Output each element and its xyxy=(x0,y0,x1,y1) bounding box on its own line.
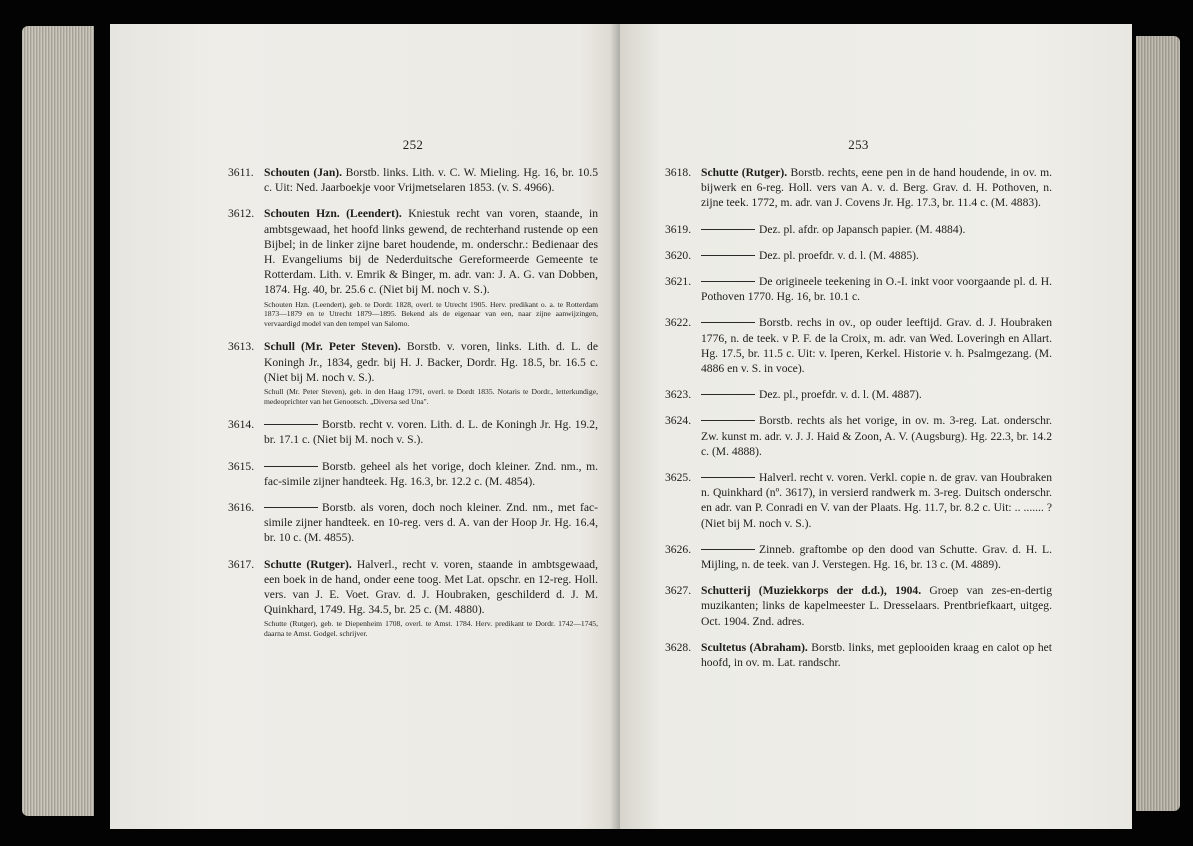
entry-number: 3615. xyxy=(228,459,255,473)
entry-number: 3624. xyxy=(665,414,692,428)
ditto-dash xyxy=(701,322,755,323)
entry-number: 3613. xyxy=(228,340,255,354)
ditto-dash xyxy=(701,394,755,395)
catalog-entry xyxy=(228,557,598,639)
left-entries xyxy=(228,165,598,639)
entry-text: Kniestuk recht van voren, staande, in ambtsgewaad, het hoofd links gewend, de rechterhand rustende op een Bijbel; in de linker zijne baret houdende, m. onderschr.: Bedienaar des H. Evangeliums bij de Nederduitsche Gereformeerde Gemeente te Rotterdam. Lith. v. Emrik & Binger, m. adr. van: J. A. G. van Dobben, 1874. Hg. 40, br. 25.6 c. (Niet bij M. noch v. S.). xyxy=(264,207,599,297)
ditto-dash xyxy=(701,477,755,478)
catalog-entry xyxy=(228,417,598,447)
catalog-entry xyxy=(665,413,1052,459)
ditto-dash xyxy=(701,420,755,421)
entry-name: Schutte (Rutger). xyxy=(701,166,788,179)
entry-text: Dez. pl. proefdr. v. d. l. (M. 4885). xyxy=(759,248,919,262)
catalog-entry xyxy=(665,274,1052,304)
ditto-dash xyxy=(701,549,755,550)
entry-number: 3612. xyxy=(228,207,255,221)
entry-text: Halverl., recht v. voren, staande in ambtsgewaad, een boek in de hand, onder eene toog. Met Lat. opschr. en 12-reg. Holl. vers. van J. E. Voet. Grav. d. J. Houbraken, geschilderd d. J. M. Quinkhard, 1749. Hg. 34.5, br. 25 c. (M. 4880). xyxy=(264,557,598,617)
catalog-entry xyxy=(665,387,1052,402)
catalog-entry xyxy=(665,542,1052,572)
entry-biographical-note: Schull (Mr. Peter Steven), geb. in den Haag 1791, overl. te Dordt 1835. Notaris te Dordr., letterkundige, medeoprichter van het Genootsch. „Diversa sed Una". xyxy=(264,387,598,406)
entry-text: Borstb. rechs in ov., op ouder leeftijd. Grav. d. J. Houbraken 1776, n. de teek. v P. F. de la Croix, m. adr. van Wed. Loveringh en Allart. Hg. 17.5, br. 11.5 c. Uit: v. Iperen, Kerkel. Historie v. h. Psalmgezang. (M. 4886 en v. S. in voce). xyxy=(701,316,1052,376)
entry-number: 3618. xyxy=(665,166,692,179)
entry-number: 3626. xyxy=(665,542,692,556)
entry-number: 3623. xyxy=(665,388,692,402)
entry-biographical-note: Schouten Hzn. (Leendert), geb. te Dordr. 1828, overl. te Utrecht 1905. Herv. predikant o. a. te Rotterdam 1873—1879 en te Utrecht 1879—1895. Bekend als de eigenaar van een, naar zijne aanwijzingen, vervaardigd model van den tempel van Salomo. xyxy=(264,299,598,328)
catalog-entry xyxy=(228,165,598,195)
page-edges-right xyxy=(1136,36,1180,811)
catalog-entry xyxy=(665,222,1052,237)
entry-number: 3620. xyxy=(665,248,692,262)
ditto-dash xyxy=(701,229,755,230)
catalog-entry xyxy=(228,206,598,328)
entry-number: 3611. xyxy=(228,166,254,179)
entry-text: Dez. pl., proefdr. v. d. l. (M. 4887). xyxy=(759,388,922,402)
entry-number: 3616. xyxy=(228,501,255,515)
ditto-dash xyxy=(264,507,318,508)
entry-text: Borstb. v. voren, links. Lith. d. L. de Koningh Jr., 1834, gedr. bij H. J. Backer, Dordr. Hg. 18.5, br. 16.5 c. (Niet bij M. noch v. S.). xyxy=(264,340,598,384)
catalog-entry xyxy=(665,583,1052,629)
page-number-left: 252 xyxy=(402,137,424,152)
page-edges-left xyxy=(22,26,94,816)
entry-text: Borstb. geheel als het vorige, doch kleiner. Znd. nm., m. fac-simile zijner handteek. Hg. 16.3, br. 12.2 c. (M. 4854). xyxy=(264,459,598,488)
catalog-entry xyxy=(228,459,598,489)
ditto-dash xyxy=(701,281,755,282)
entry-number: 3625. xyxy=(665,471,692,485)
entry-number: 3614. xyxy=(228,418,255,432)
entry-text: Borstb. recht v. voren. Lith. d. L. de Koningh Jr. Hg. 19.2, br. 17.1 c. (Niet bij M. noch v. S.). xyxy=(264,418,598,447)
entry-text: Borstb. links, met geplooiden kraag en calot op het hoofd, in ov. m. Lat. randschr. xyxy=(701,640,1052,670)
entry-text: Borstb. rechts als het vorige, in ov. m. 3-reg. Lat. onderschr. Zw. kunst m. adr. v. J. J. Haid & Zoon, A. V. (Augsburg). Hg. 22.3, br. 14.2 c. (M. 4888). xyxy=(701,414,1052,458)
entry-text: Zinneb. graftombe op den dood van Schutte. Grav. d. H. L. Mijling, n. de teek. van J. Verstegen. Hg. 16, br. 13 c. (M. 4889). xyxy=(701,542,1052,572)
entry-name: Schull (Mr. Peter Steven). xyxy=(264,340,401,354)
catalog-entry xyxy=(665,165,1052,211)
left-page xyxy=(110,24,620,829)
entry-name: Schutte (Rutger). xyxy=(264,557,352,571)
catalog-entry xyxy=(228,339,598,406)
page-number-right: 253 xyxy=(848,137,869,152)
open-book xyxy=(22,16,1180,834)
catalog-entry xyxy=(665,315,1052,376)
ditto-dash xyxy=(264,424,318,425)
entry-text: Halverl. recht v. voren. Verkl. copie n. de grav. van Houbraken n. Quinkhard (nº. 3617), in versierd randwerk m. 3-reg. Duitsch onderschr. en adr. van P. Conradi en V. van der Plaats. Hg. 11.7, br. 8.2 c. Uit: .. ....... ? (Niet bij M. noch v. S.). xyxy=(701,471,1052,530)
catalog-entry xyxy=(665,470,1052,531)
ditto-dash xyxy=(264,466,318,467)
catalog-entry xyxy=(228,500,598,546)
entry-text: Groep van zes-en-dertig muzikanten; links de kapelmeester L. Dresselaars. Prentbriefkaart, uitgeg. Oct. 1904. Znd. adres. xyxy=(701,584,1052,628)
entry-text: Borstb. als voren, doch noch kleiner. Znd. nm., met fac-simile zijner handteek. en 10-reg. vers d. A. van der Hoop Jr. Hg. 16.4, br. 10 c. (M. 4855). xyxy=(264,501,598,545)
entry-number: 3619. xyxy=(665,222,692,236)
entry-biographical-note: Schutte (Rutger), geb. te Diepenheim 1708, overl. te Amst. 1784. Herv. predikant te Dordr. 1742—1745, daarna te Amst. Godgel. schrijver. xyxy=(264,619,598,639)
entry-name: Schouten Hzn. (Leendert). xyxy=(264,207,402,221)
entry-name: Scultetus (Abraham). xyxy=(701,640,808,654)
right-page xyxy=(620,24,1132,829)
entry-number: 3621. xyxy=(665,275,692,289)
right-entries xyxy=(665,165,1052,670)
catalog-entry xyxy=(665,640,1052,670)
entry-text: Borstb. links. Lith. v. C. W. Mieling. Hg. 16, br. 10.5 c. Uit: Ned. Jaarboekje voor Vrijmetselaren 1853. (v. S. 4966). xyxy=(264,166,598,195)
entry-text: Dez. pl. afdr. op Japansch papier. (M. 4884). xyxy=(759,222,966,236)
catalog-entry xyxy=(665,248,1052,263)
entry-name: Schouten (Jan). xyxy=(264,166,343,179)
entry-name: Schutterij (Muziekkorps der d.d.), 1904. xyxy=(701,584,922,598)
entry-number: 3627. xyxy=(665,584,692,598)
entry-number: 3622. xyxy=(665,316,692,330)
ditto-dash xyxy=(701,255,755,256)
entry-text: Borstb. rechts, eene pen in de hand houdende, in ov. m. bijwerk en 6-reg. Holl. vers van A. v. d. Berg. Grav. d. H. Pothoven, n. zijne teek. 1772, m. adr. van J. Covens Jr. Hg. 17.3, br. 11.4 c. (M. 4883). xyxy=(701,166,1052,210)
entry-text: De origineele teekening in O.-I. inkt voor voorgaande pl. d. H. Pothoven 1770. Hg. 16, br. 10.1 c. xyxy=(701,275,1052,304)
entry-number: 3617. xyxy=(228,557,255,571)
entry-number: 3628. xyxy=(665,640,692,654)
